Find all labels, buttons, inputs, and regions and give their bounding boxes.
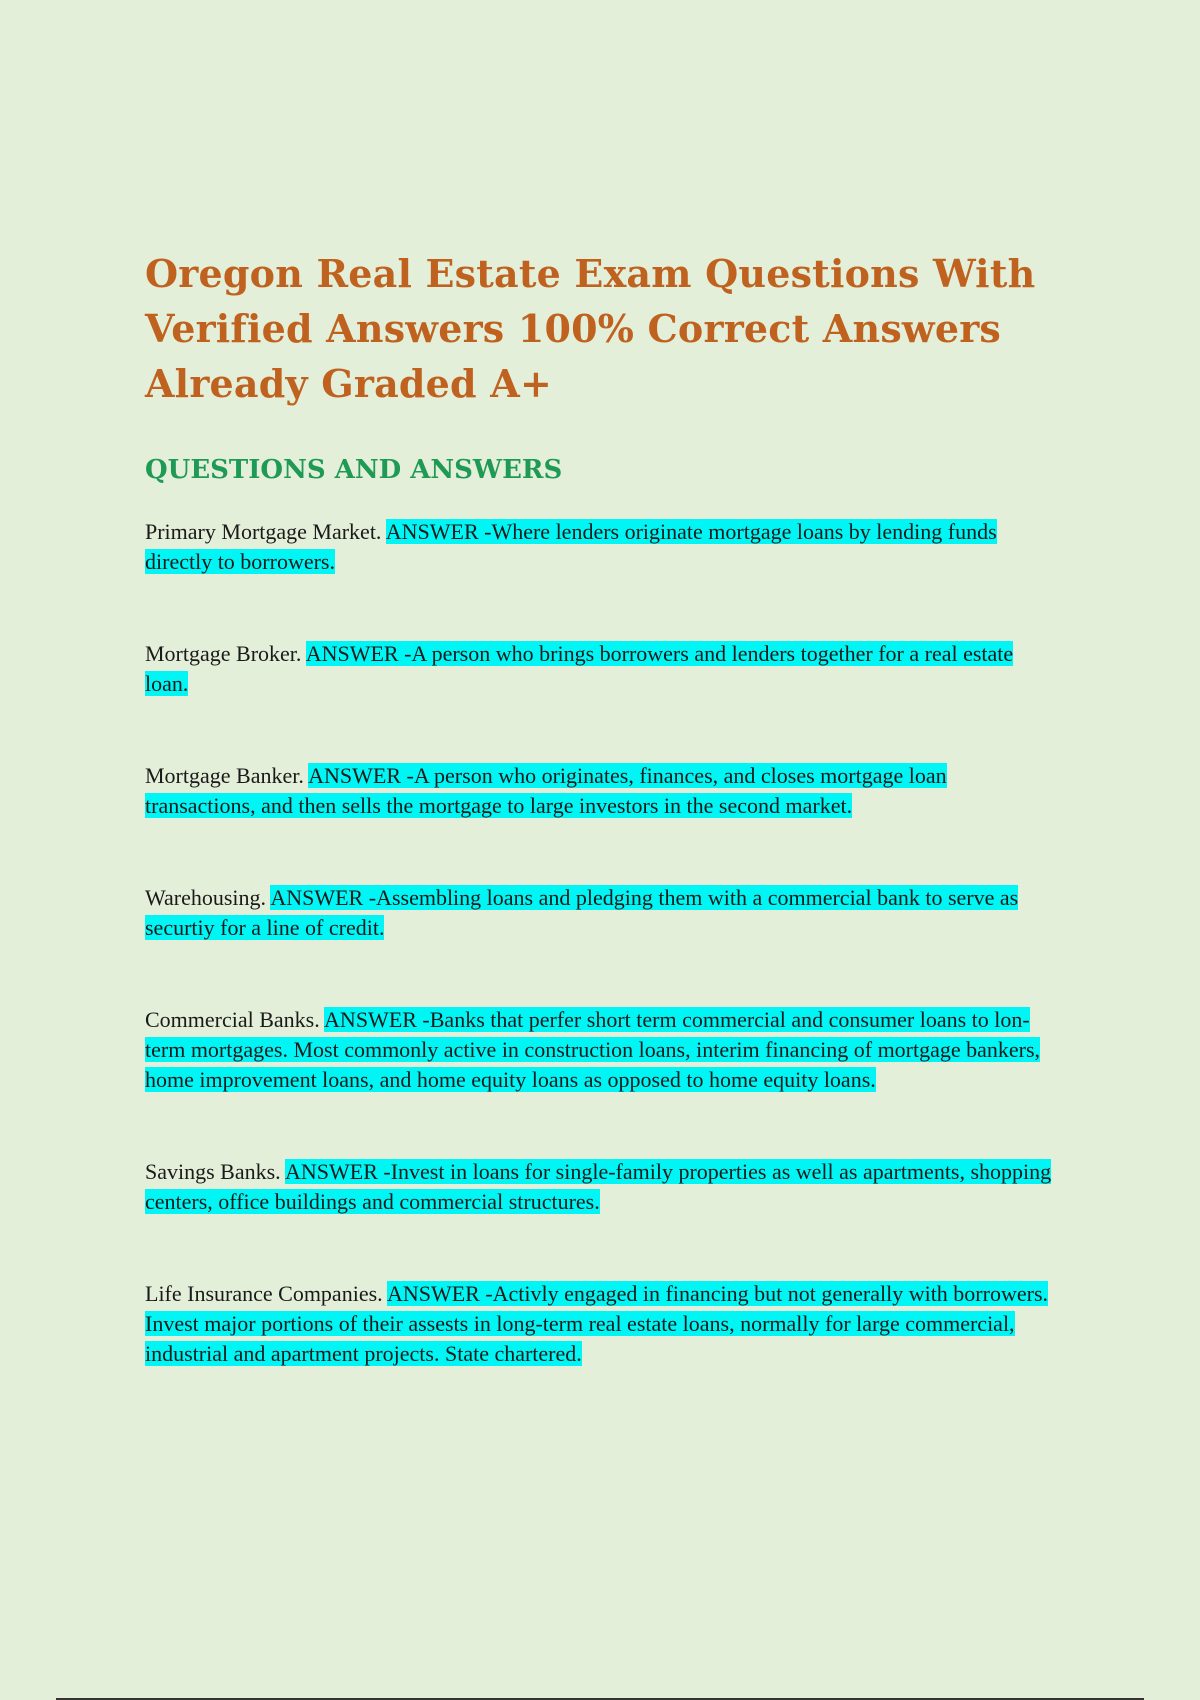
- qa-term: Savings Banks.: [145, 1159, 281, 1184]
- document-title: Oregon Real Estate Exam Questions With Verified Answers 100% Correct Answers Already Graded A+: [145, 251, 1036, 406]
- section-heading: QUESTIONS AND ANSWERS: [145, 455, 563, 485]
- qa-answer: ANSWER -A person who originates, finances, and closes mortgage loan transactions, and then sells the mortgage to large investors in the second market.: [145, 763, 947, 818]
- qa-list: [145, 517, 1055, 1369]
- qa-item: [145, 1005, 1055, 1095]
- qa-answer: ANSWER -Activly engaged in financing but not generally with borrowers. Invest major portions of their assests in long-term real estate loans, normally for large commercial, industrial and apartment projects. State chartered.: [145, 1281, 1049, 1366]
- qa-answer: ANSWER -Assembling loans and pledging them with a commercial bank to serve as securtiy for a line of credit.: [145, 885, 1019, 940]
- qa-answer: ANSWER -Invest in loans for single-family properties as well as apartments, shopping centers, office buildings and commercial structures.: [145, 1159, 1052, 1214]
- qa-answer: ANSWER -Banks that perfer short term commercial and consumer loans to lon-term mortgages. Most commonly active in construction loans, interim financing of mortgage bankers, home improvement loans, and home equity loans as opposed to home equity loans.: [145, 1007, 1041, 1092]
- qa-item: [145, 761, 1055, 821]
- qa-term: Life Insurance Companies.: [145, 1281, 383, 1306]
- qa-answer: ANSWER -A person who brings borrowers and lenders together for a real estate loan.: [145, 641, 1014, 696]
- qa-item: [145, 639, 1055, 699]
- qa-term: Primary Mortgage Market.: [145, 519, 382, 544]
- qa-item: [145, 1157, 1055, 1217]
- qa-term: Mortgage Banker.: [145, 763, 304, 788]
- qa-item: [145, 1279, 1055, 1369]
- qa-item: [145, 517, 1055, 577]
- qa-item: [145, 883, 1055, 943]
- qa-answer: ANSWER -Where lenders originate mortgage loans by lending funds directly to borrowers.: [145, 519, 997, 574]
- qa-term: Warehousing.: [145, 885, 267, 910]
- document-content: [145, 246, 1055, 1431]
- qa-term: Commercial Banks.: [145, 1007, 320, 1032]
- qa-term: Mortgage Broker.: [145, 641, 302, 666]
